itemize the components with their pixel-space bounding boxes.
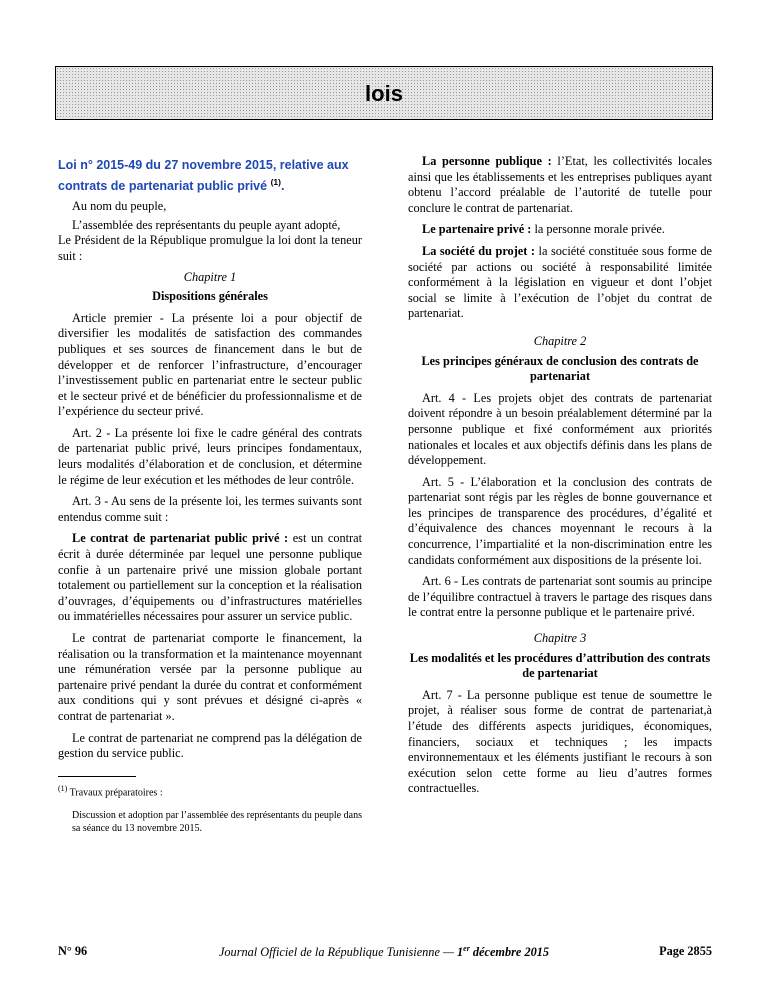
definition-paragraph — [408, 154, 712, 216]
article-paragraph: Art. 6 - Les contrats de partenariat sont soumis au principe de l’équilibre contractuel à travers le partage des risques dans le contrat entre la personne publique et le partenaire privé. — [408, 574, 712, 620]
right-column — [408, 154, 712, 803]
law-title-text: Loi n° 2015-49 du 27 novembre 2015, relative aux contrats de partenariat public privé — [58, 158, 349, 194]
issue-number: N° 96 — [58, 944, 88, 958]
definition-term: Le contrat de partenariat public privé : — [72, 531, 289, 546]
footnote-ref: (1) — [270, 177, 281, 187]
footnote-number: (1) — [58, 783, 68, 793]
definition-term: La société du projet : — [422, 243, 535, 258]
chapter-label: Chapitre 2 — [533, 333, 587, 348]
footnote — [58, 782, 362, 835]
chapter-label: Chapitre 3 — [533, 631, 587, 646]
definition-term: La personne publique : — [422, 154, 552, 168]
article-paragraph: Art. 2 - La présente loi fixe le cadre général des contrats de partenariat public privé, leurs principes fondamentaux, leurs modalités d’élaboration et de conclusion, et détermine le régime de leur exécution et les méthodes de leur contrôle. — [58, 425, 362, 487]
article-paragraph: Art. 5 - L’élaboration et la conclusion des contrats de partenariat sont régis par les règles de bonne gouvernance et les principes de transparence des procédures, d’égalité et d’équivalence des chances moyennant le recours à la concurrence, l’impartialité et la non-discrimination entre les candidats conformément aux dispositions de la présente loi. — [408, 474, 712, 567]
section-title: lois — [365, 81, 403, 106]
article-paragraph: Le contrat de partenariat ne comprend pas la délégation de gestion du service public. — [58, 730, 362, 761]
article-paragraph: Le contrat de partenariat comporte le financement, la réalisation ou la transformation et la maintenance moyennant une rémunération versée par la personne publique au partenaire privé pendant la durée du contrat et conformément aux conditions qui y sont prévues et désigné ci-après « contrat de partenariat ». — [58, 631, 362, 723]
preamble-line: Le Président de la République promulgue la loi dont la teneur suit : — [58, 233, 362, 263]
preamble-line: L’assemblée des représentants du peuple ayant adopté, — [72, 217, 341, 232]
footnote-body: Discussion et adoption par l’assemblée des représentants du peuple dans sa séance du 13 novembre 2015. — [72, 810, 362, 835]
definition-paragraph — [408, 222, 712, 238]
law-title: Loi n° 2015-49 du 27 novembre 2015, relative aux contrats de partenariat public privé $^{(1)}$. — [58, 158, 349, 194]
definition-text: la société constituée sous forme de société par actions ou société à responsabilité limitée conformément à la législation en vigueur et dont l’objet social se limite à l’exécution de l’objet du contrat de partenariat. — [408, 243, 712, 321]
journal-name: Journal Officiel de la République Tunisienne — — [218, 945, 454, 960]
chapter-label: Chapitre 1 — [183, 269, 237, 284]
chapter-heading: Les modalités et les procédures d’attribution des contrats de partenariat — [409, 650, 711, 681]
footer-date: 1er décembre 2015 — [457, 944, 550, 960]
definition-paragraph — [408, 244, 712, 322]
definition-term: Le partenaire privé : — [422, 222, 532, 237]
journal-footer — [0, 944, 768, 960]
page-number: Page 2855 — [659, 944, 712, 958]
article-paragraph: Art. 7 - La personne publique est tenue de soumettre le projet, à réaliser sous forme de contrat de partenariat,à l’étude des différents aspects juridiques, économiques, financiers, sociaux et techniques ; les impacts environnementaux et les éléments justifiant le recours à son exécution selon cette forme au lieu d’autres formes contractuelles. — [408, 687, 712, 796]
definition-paragraph — [58, 531, 362, 625]
footnote-heading: Travaux préparatoires : — [69, 787, 163, 799]
definition-text: la personne morale privée. — [534, 222, 665, 237]
left-column — [58, 154, 362, 835]
article-paragraph: Article premier - La présente loi a pour objectif de diversifier les modalités de satisfaction des commandes publiques et ses sources de financement dans le but de développer et de renforcer l’infrastructure, d’encourager l’investissement public en partenariat entre le secteur public et le secteur privé et de bénéficier du professionnalisme et de l’expérience du secteur privé. — [58, 310, 362, 419]
chapter-heading: Dispositions générales — [152, 289, 268, 304]
section-banner — [55, 66, 713, 120]
preamble-line: Au nom du peuple, — [72, 199, 167, 214]
definition-text: l’Etat, les collectivités locales ainsi que les établissements et les entreprises publiques ayant obtenu l’accord préalable de l’autorité de tutelle pour conclure le contrat de partenariat. — [408, 154, 713, 215]
article-paragraph: Art. 4 - Les projets objet des contrats de partenariat doivent répondre à un besoin préalablement déterminé par la personne publique et fixé conformément aux priorités nationales et locales et aux objectifs définis dans les plans de développement. — [408, 390, 712, 468]
article-paragraph: Art. 3 - Au sens de la présente loi, les termes suivants sont entendus comme suit : — [58, 494, 362, 524]
footnote-divider — [58, 776, 136, 777]
chapter-heading: Les principes généraux de conclusion des contrats de partenariat — [421, 353, 699, 384]
definition-text: est un contrat écrit à durée déterminée par lequel une personne publique confie à un partenaire privé une mission globale portant totalement ou partiellement sur la conception et la réalisation d’ouvrages, d’équipements ou d’infrastructures matérielles ou immatérielles nécessaires pour assurer un service public. — [58, 531, 363, 624]
